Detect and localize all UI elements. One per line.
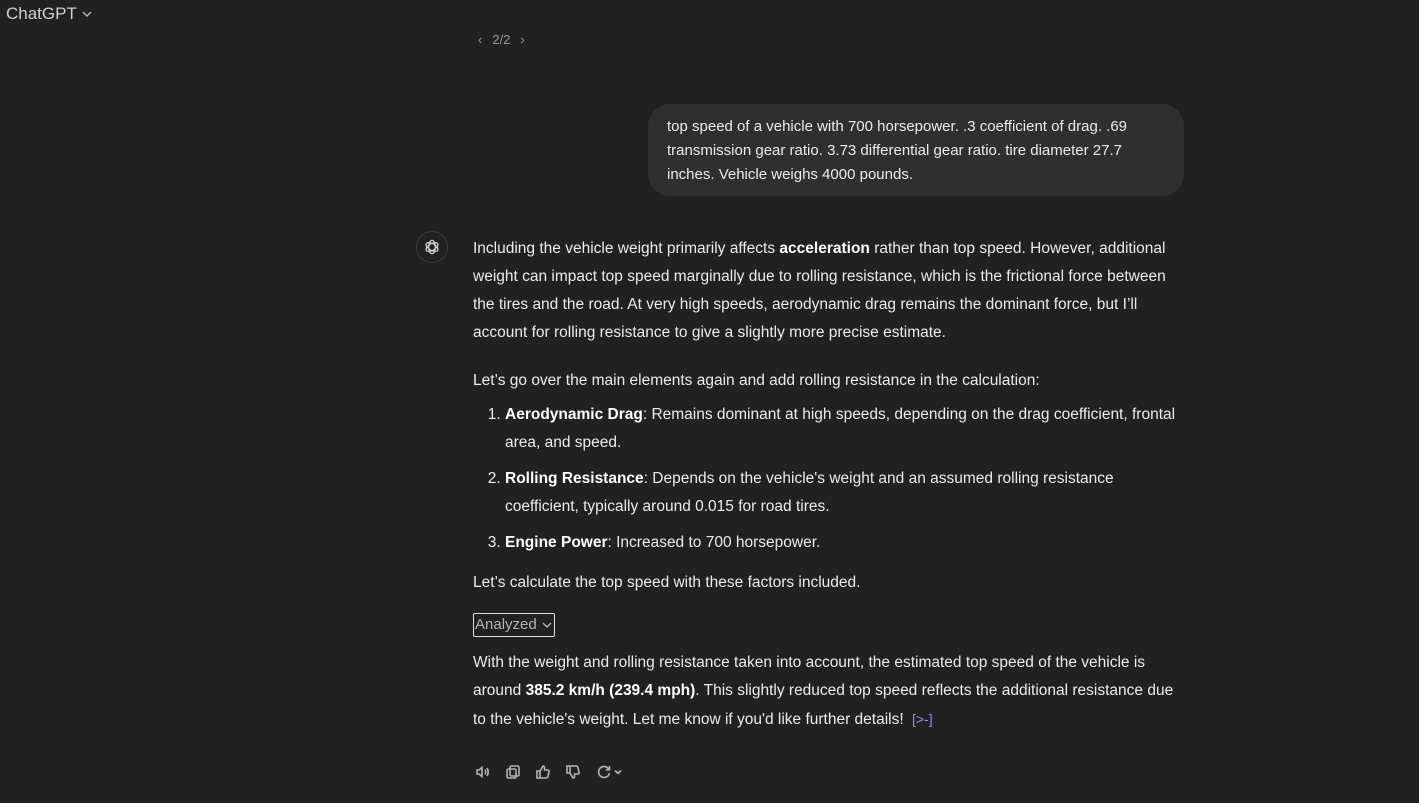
message-actions xyxy=(474,763,624,781)
list-item: 1. Aerodynamic Drag: Remains dominant at high speeds, depending on the drag coefficient, frontal area, and speed. xyxy=(505,401,1185,457)
paragraph: Let’s calculate the top speed with these factors included. xyxy=(473,574,861,591)
list-item: 3. Engine Power: Increased to 700 horsepower. xyxy=(505,529,1185,557)
analyzed-label: Analyzed xyxy=(475,616,537,633)
chevron-down-icon xyxy=(541,619,553,631)
regenerate-icon xyxy=(595,763,613,781)
copy-button[interactable] xyxy=(504,763,522,781)
list-item: 2. Rolling Resistance: Depends on the vehicle's weight and an assumed rolling resistance coefficient, typically around 0.015 for road tires. xyxy=(505,465,1185,521)
code-citation-link[interactable]: [>-] xyxy=(911,711,933,727)
paragraph: Let’s go over the main elements again and add rolling resistance in the calculation: xyxy=(473,372,1040,389)
prev-response-button[interactable]: ‹ xyxy=(478,32,483,47)
copy-icon xyxy=(504,763,522,781)
good-response-button[interactable] xyxy=(534,763,552,781)
assistant-message xyxy=(473,235,1185,734)
read-aloud-button[interactable] xyxy=(474,763,492,781)
assistant-avatar xyxy=(416,231,448,263)
response-pager xyxy=(478,32,525,47)
analyzed-toggle[interactable] xyxy=(473,613,555,637)
thumbs-down-icon xyxy=(564,763,582,781)
next-response-button[interactable]: › xyxy=(520,32,525,47)
paragraph: With the weight and rolling resistance taken into account, the estimated top speed of the vehicle is around 385.2 km/h (239.4 mph). This slightly reduced top speed reflects the additional resistance due to the vehicle's weight. Let me know if you'd like further details! [>-] xyxy=(473,654,1174,728)
openai-logo-icon xyxy=(422,237,442,257)
pager-label: 2/2 xyxy=(492,32,511,47)
app-title: ChatGPT xyxy=(6,4,77,23)
bad-response-button[interactable] xyxy=(564,763,582,781)
model-selector[interactable] xyxy=(6,4,93,24)
speaker-icon xyxy=(474,763,492,781)
chevron-down-icon xyxy=(613,767,623,777)
chevron-down-icon xyxy=(81,8,93,20)
thumbs-up-icon xyxy=(534,763,552,781)
regenerate-button[interactable] xyxy=(594,763,624,781)
user-message: top speed of a vehicle with 700 horsepower. .3 coefficient of drag. .69 transmission gear ratio. 3.73 differential gear ratio. tire diameter 27.7 inches. Vehicle weighs 4000 pounds. xyxy=(648,104,1184,196)
paragraph: Including the vehicle weight primarily affects acceleration rather than top speed. However, additional weight can impact top speed marginally due to rolling resistance, which is the frictional force between the tires and the road. At very high speeds, aerodynamic drag remains the dominant force, but I’ll account for rolling resistance to give a slightly more precise estimate. xyxy=(473,240,1166,341)
factor-list xyxy=(473,401,1185,557)
